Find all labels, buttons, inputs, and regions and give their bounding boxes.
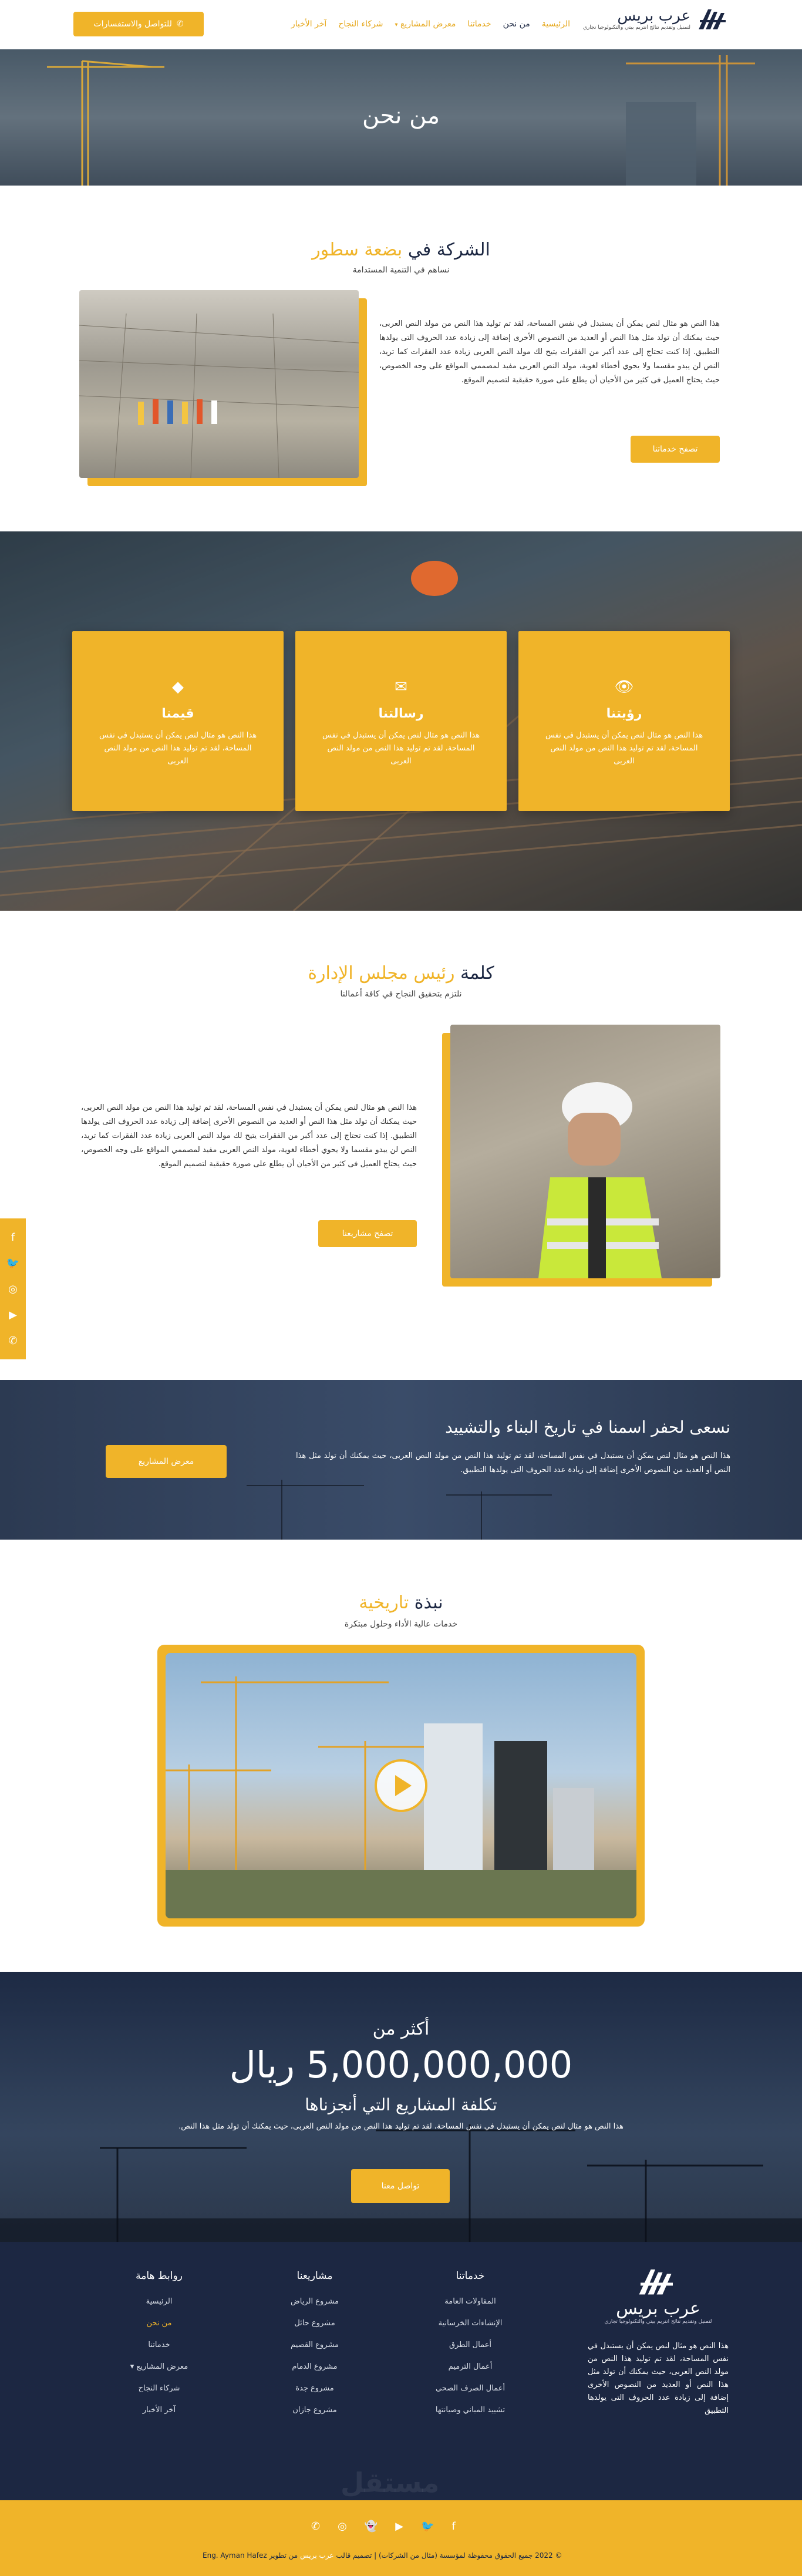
about-subtitle: نساهم في التنمية المستدامة — [352, 265, 450, 275]
play-video-button[interactable] — [375, 1759, 427, 1812]
about-image — [79, 290, 359, 478]
footer-link-projects[interactable] — [115, 2362, 203, 2371]
contact-button-label: للتواصل والاستفسارات — [93, 19, 172, 29]
chairman-title — [0, 963, 802, 984]
vision-text: هذا النص هو مثال لنص يمكن أن يستبدل في نفس المساحة، لقد تم توليد هذا النص من مولد النص العربى — [545, 731, 703, 766]
youtube-icon[interactable]: ▶ — [395, 2520, 404, 2533]
facebook-icon[interactable]: f — [451, 2520, 456, 2533]
footer-projects-title: مشاريعنا — [296, 2270, 333, 2282]
vision-title: رؤيتنا — [606, 706, 642, 721]
nav-item-partners[interactable]: شركاء النجاح — [338, 19, 383, 29]
mission-card — [295, 631, 507, 811]
footer-link-home[interactable]: الرئيسية — [146, 2297, 173, 2306]
youtube-icon[interactable]: ▶ — [9, 1308, 17, 1321]
chairman-image — [450, 1025, 720, 1278]
footer-service-link[interactable]: تشييد المباني وصيانتها — [435, 2406, 506, 2415]
values-card — [72, 631, 284, 811]
footer-project-link[interactable]: مشروع جدة — [295, 2384, 334, 2393]
about-text: هذا النص هو مثال لنص يمكن أن يستبدل في نفس المساحة، لقد تم توليد هذا النص من مولد النص العربى، حيث يمكنك أن تولد مثل هذا النص أو العديد من النصوص الأخرى إضافة إلى زيادة عدد الحروف التى يولدها التطبيق. إذا كنت تحتاج إلى عدد أكبر من الفقرات يتيح لك مولد النص العربى زيادة عدد الفقرات كما تريد، النص لن يبدو مقسما ولا يحوي أخطاء لغوية، مولد النص العربى مفيد لمصممي المواقع على وجه الخصوص، حيث يحتاج العميل فى كثير من الأحيان أن يطلع على صورة حقيقية لتصميم الموقع. — [379, 319, 720, 385]
brand-logo[interactable] — [583, 7, 732, 31]
copyright — [203, 2551, 562, 2560]
contact-button[interactable] — [73, 12, 204, 36]
snapchat-icon[interactable]: 👻 — [364, 2520, 378, 2533]
about-title-accent: بضعة سطور — [312, 240, 403, 260]
history-video — [157, 1645, 645, 1927]
contact-us-button[interactable]: تواصل معنا — [351, 2169, 450, 2203]
footer-project-link[interactable]: مشروع القصيم — [291, 2341, 339, 2349]
main-nav — [291, 19, 570, 29]
brand-tagline: لتمنيل وتقديم نتائج انتريم بيتي والتكنولوجيا تجاري — [582, 25, 690, 31]
watermark: مستقل — [341, 2467, 440, 2498]
footer-service-link[interactable]: أعمال الترميم — [448, 2362, 493, 2371]
mission-text: هذا النص هو مثال لنص يمكن أن يستبدل في نفس المساحة، لقد تم توليد هذا النص من مولد النص العربى — [322, 731, 480, 766]
stats-amount: 5,000,000,000 ريال — [229, 2043, 573, 2086]
envelope-icon: ✉ — [395, 678, 407, 696]
footer-link-about[interactable]: من نحن — [146, 2319, 172, 2328]
footer-link-projects-label: معرض المشاريع — [136, 2362, 188, 2371]
social-sidebar — [0, 1218, 26, 1359]
site-footer — [0, 2242, 802, 2500]
vision-card — [518, 631, 730, 811]
copyright-brand[interactable]: عرب بريس — [300, 2551, 334, 2560]
eye-icon: 👁 — [614, 678, 634, 696]
instagram-icon[interactable]: ◎ — [338, 2520, 347, 2533]
footer-project-link[interactable]: مشروع الرياض — [291, 2297, 339, 2306]
history-title — [0, 1592, 802, 1613]
about-title-plain: الشركة في — [407, 240, 490, 260]
page-title: من نحن — [362, 102, 440, 129]
site-header — [0, 0, 802, 49]
phone-icon: ✆ — [176, 19, 184, 29]
footer-about — [588, 2267, 729, 2417]
nav-item-about[interactable]: من نحن — [503, 19, 530, 29]
footer-brand-name: عرب بريس — [616, 2298, 700, 2319]
bottom-socials — [311, 2520, 456, 2533]
footer-about-text: هذا النص هو مثال لنص يمكن أن يستبدل في نفس المساحة، لقد تم توليد هذا النص من مولد النص العربى، حيث يمكنك أن تولد مثل هذا النص أو العديد من النصوص الأخرى إضافة إلى زيادة عدد الحروف التى يولدها التطبيق — [588, 2342, 729, 2415]
chairman-title-plain: كلمة — [460, 963, 494, 984]
chairman-text: هذا النص هو مثال لنص يمكن أن يستبدل في نفس المساحة، لقد تم توليد هذا النص من مولد النص العربى، حيث يمكنك أن تولد مثل هذا النص أو العديد من النصوص الأخرى إضافة إلى زيادة عدد الحروف التى يولدها التطبيق. إذا كنت تحتاج إلى عدد أكبر من الفقرات يتيح لك مولد النص العربى زيادة عدد الفقرات كما تريد، النص لن يبدو مقسما ولا يحوي أخطاء لغوية، مولد النص العربى مفيد لمصممي المواقع على وجه الخصوص، حيث يحتاج العميل فى كثير من الأحيان أن يطلع على صورة حقيقية لتصميم الموقع. — [81, 1103, 417, 1169]
banner-title: نسعى لحفر اسمنا في تاريخ البناء والتشييد — [445, 1417, 730, 1437]
copyright-text: © 2022 جميع الحقوق محفوظة لمؤسسة (مثال من الشركات) | تصميم قالب — [336, 2551, 562, 2560]
diamond-icon: ◆ — [172, 678, 184, 696]
history-title-plain: نبذة — [414, 1592, 443, 1613]
nav-item-home[interactable]: الرئيسية — [541, 19, 570, 29]
about-title — [0, 240, 802, 260]
footer-service-link[interactable]: المقاولات العامة — [444, 2297, 496, 2306]
twitter-icon[interactable]: 🐦 — [421, 2520, 434, 2533]
browse-projects-button[interactable]: تصفح مشاريعنا — [318, 1220, 417, 1247]
footer-links-title: روابط هامة — [136, 2270, 183, 2282]
chairman-subtitle: نلتزم بتحقيق النجاح في كافة أعمالنا — [340, 989, 462, 999]
whatsapp-icon[interactable]: ✆ — [311, 2520, 321, 2533]
logo-mark-icon — [635, 2267, 682, 2296]
facebook-icon[interactable]: f — [11, 1231, 15, 1244]
browse-services-button[interactable]: تصفح خدماتنا — [631, 436, 720, 463]
construction-site-image — [79, 290, 359, 478]
history-subtitle: خدمات عالية الأداء وحلول مبتكرة — [344, 1619, 458, 1629]
values-text: هذا النص هو مثال لنص يمكن أن يستبدل في نفس المساحة، لقد تم توليد هذا النص من مولد النص العربى — [99, 731, 257, 766]
nav-item-projects[interactable] — [395, 19, 456, 29]
stats-text: هذا النص هو مثال لنص يمكن أن يستبدل في نفس المساحة، لقد تم توليد هذا النص من مولد النص العربى، حيث يمكنك أن تولد مثل هذا النص. — [178, 2122, 624, 2131]
engineer-photo — [450, 1025, 720, 1278]
footer-brand-tagline: لتمنيل وتقديم نتائج انتريم بيتي والتكنولوجيا تجاري — [604, 2319, 712, 2325]
footer-service-link[interactable]: أعمال الطرق — [449, 2341, 491, 2349]
values-title: قيمنا — [161, 706, 194, 721]
nav-item-news[interactable]: آخر الأخبار — [291, 19, 327, 29]
nav-item-services[interactable]: خدماتنا — [467, 19, 491, 29]
footer-project-link[interactable]: مشروع حائل — [294, 2319, 335, 2328]
whatsapp-icon[interactable]: ✆ — [8, 1334, 18, 1347]
stats-label-bottom: تكلفة المشاريع التي أنجزناها — [305, 2095, 497, 2114]
chevron-down-icon: ▾ — [395, 22, 398, 28]
footer-project-link[interactable]: مشروع الدمام — [292, 2362, 338, 2371]
mission-title: رسالتنا — [378, 706, 424, 721]
footer-service-link[interactable]: الإنشاءات الخرسانية — [438, 2319, 503, 2328]
banner-text: هذا النص هو مثال لنص يمكن أن يستبدل في نفس المساحة، لقد تم توليد هذا النص من مولد النص العربى، حيث يمكنك أن تولد مثل هذا النص أو العديد من النصوص الأخرى إضافة إلى زيادة عدد الحروف التى يولدها التطبيق. — [296, 1452, 730, 1474]
brand-name: عرب بريس — [617, 7, 690, 25]
bottom-bar — [0, 2500, 802, 2576]
instagram-icon[interactable]: ◎ — [8, 1282, 18, 1295]
nav-item-projects-label: معرض المشاريع — [400, 19, 456, 29]
footer-link-news[interactable]: آخر الأخبار — [142, 2406, 176, 2415]
logo-mark-icon — [696, 7, 732, 31]
projects-gallery-button[interactable]: معرض المشاريع — [106, 1445, 227, 1478]
footer-services — [420, 2270, 520, 2427]
footer-link-services[interactable]: خدماتنا — [148, 2341, 170, 2349]
history-title-accent: تاريخية — [359, 1592, 409, 1613]
footer-services-title: خدماتنا — [456, 2270, 485, 2282]
twitter-icon[interactable]: 🐦 — [6, 1257, 20, 1270]
footer-links — [115, 2270, 203, 2427]
footer-service-link[interactable]: أعمال الصرف الصحي — [435, 2384, 506, 2393]
footer-link-partners[interactable]: شركاء النجاح — [138, 2384, 180, 2393]
page-hero — [0, 49, 802, 186]
chevron-down-icon: ▾ — [130, 2362, 134, 2371]
stats-label-top: أكثر من — [372, 2019, 430, 2039]
copyright-developer: من تطوير Eng. Ayman Hafez — [203, 2551, 298, 2560]
footer-projects — [274, 2270, 356, 2427]
footer-logo[interactable] — [588, 2267, 729, 2325]
footer-project-link[interactable]: مشروع جازان — [292, 2406, 337, 2415]
chairman-title-accent: رئيس مجلس الإدارة — [308, 963, 455, 984]
